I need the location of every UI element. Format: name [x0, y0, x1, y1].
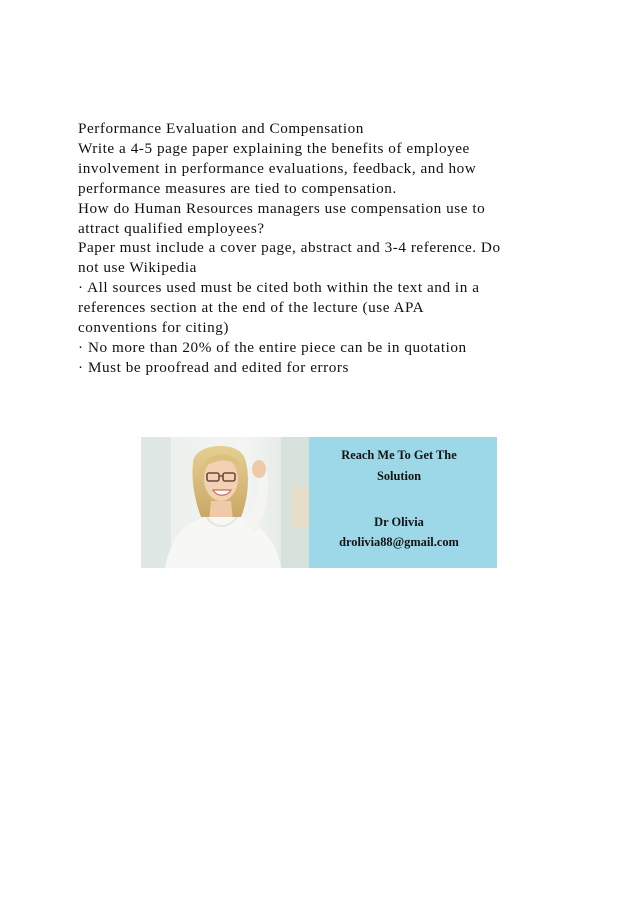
text-line: How do Human Resources managers use compensation use to [78, 199, 486, 217]
bullet-line: · Must be proofread and edited for errors [78, 358, 349, 376]
contact-name: Dr Olivia [374, 515, 424, 529]
contact-banner [141, 437, 497, 568]
text-line: involvement in performance evaluations, feedback, and how [78, 159, 477, 177]
headline-line-1: Reach Me To Get The [341, 448, 457, 462]
woman-photo-illustration [141, 437, 309, 568]
contact-email[interactable]: drolivia88@gmail.com [339, 535, 459, 549]
text-line: performance measures are tied to compensation. [78, 179, 397, 197]
bullet-line: · No more than 20% of the entire piece can be in quotation [78, 338, 467, 356]
text-line: Paper must include a cover page, abstract and 3-4 reference. Do [78, 239, 501, 257]
contact-panel [309, 437, 497, 568]
text-line: attract qualified employees? [78, 219, 265, 237]
text-line: Write a 4-5 page paper explaining the benefits of employee [78, 139, 470, 157]
assignment-text [78, 119, 578, 378]
headline-line-2: Solution [376, 469, 422, 483]
document-title: Performance Evaluation and Compensation [78, 120, 364, 137]
text-line: references section at the end of the lecture (use APA [78, 299, 425, 317]
woman-photo [141, 437, 309, 568]
text-line: not use Wikipedia [78, 259, 197, 277]
bullet-line: · All sources used must be cited both within the text and in a [78, 279, 480, 297]
text-line: conventions for citing) [78, 319, 229, 337]
